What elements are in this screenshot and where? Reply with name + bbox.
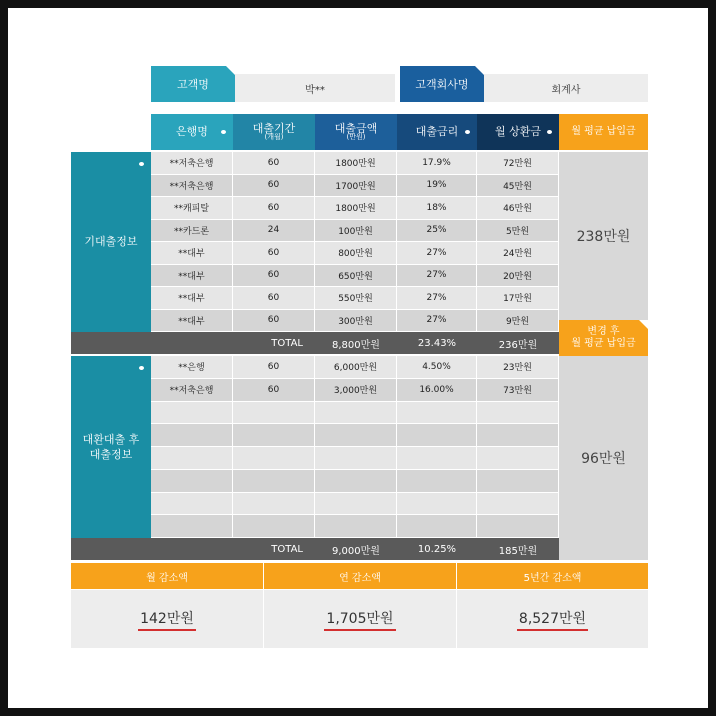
cell-monthly: 45만원 <box>477 175 558 197</box>
cell-monthly: 23만원 <box>477 356 558 378</box>
summary-monthly-reduction-label: 월 감소액 <box>71 563 263 589</box>
cell-bank <box>151 447 232 469</box>
header-loan-period: 대출기간 (개월) <box>233 114 315 150</box>
cell-amount <box>315 402 396 424</box>
cell-amount: 1800만원 <box>315 197 396 219</box>
cell-monthly <box>477 470 558 492</box>
cell-period <box>233 515 314 537</box>
cell-amount: 6,000만원 <box>315 356 396 378</box>
total-monthly-refinanced: 185만원 <box>477 538 559 560</box>
cell-rate: 4.50% <box>397 356 476 378</box>
cell-amount <box>315 470 396 492</box>
cell-period: 60 <box>233 242 314 264</box>
cell-bank <box>151 424 232 446</box>
section-refinanced-loans-label: 대환대출 후 대출정보 <box>71 356 151 538</box>
cell-amount <box>315 515 396 537</box>
bullet-icon <box>547 130 552 134</box>
cell-period: 60 <box>233 379 314 401</box>
cell-rate <box>397 447 476 469</box>
header-average-payment: 월 평균 납입금 <box>559 114 648 150</box>
total-row-existing: TOTAL <box>71 332 315 354</box>
header-loan-rate: 대출금리 <box>397 114 477 150</box>
cell-monthly <box>477 493 558 515</box>
cell-monthly: 24만원 <box>477 242 558 264</box>
cell-amount: 550만원 <box>315 287 396 309</box>
cell-rate <box>397 424 476 446</box>
summary-monthly-reduction-value: 142만원 <box>71 590 263 648</box>
header-loan-amount: 대출금액 (만원) <box>315 114 397 150</box>
cell-bank: **은행 <box>151 356 232 378</box>
cell-amount: 1700만원 <box>315 175 396 197</box>
cell-bank: **대부 <box>151 310 232 332</box>
header-bank-name: 은행명 <box>151 114 233 150</box>
total-amount-existing: 8,800만원 <box>315 332 397 354</box>
loan-comparison-sheet <box>8 8 708 708</box>
cell-rate: 27% <box>397 242 476 264</box>
total-rate-refinanced: 10.25% <box>397 538 477 560</box>
cell-amount: 800만원 <box>315 242 396 264</box>
cell-rate <box>397 402 476 424</box>
cell-period: 60 <box>233 265 314 287</box>
cell-period <box>233 493 314 515</box>
cell-bank: **대부 <box>151 242 232 264</box>
cell-rate <box>397 470 476 492</box>
bullet-icon <box>139 162 144 166</box>
cell-bank <box>151 402 232 424</box>
cell-monthly: 5만원 <box>477 220 558 242</box>
cell-monthly: 73만원 <box>477 379 558 401</box>
summary-yearly-reduction-label: 연 감소액 <box>264 563 456 589</box>
cell-period: 60 <box>233 310 314 332</box>
cell-rate: 27% <box>397 310 476 332</box>
total-row-refinanced: TOTAL <box>71 538 315 560</box>
cell-period <box>233 402 314 424</box>
cell-amount: 100만원 <box>315 220 396 242</box>
cell-period <box>233 424 314 446</box>
bullet-icon <box>221 130 226 134</box>
cell-monthly <box>477 515 558 537</box>
cell-rate <box>397 515 476 537</box>
cell-rate <box>397 493 476 515</box>
cell-bank: **저축은행 <box>151 175 232 197</box>
cell-amount <box>315 424 396 446</box>
cell-amount: 300만원 <box>315 310 396 332</box>
cell-rate: 27% <box>397 287 476 309</box>
section-existing-loans-label: 기대출정보 <box>71 152 151 332</box>
cell-amount: 3,000만원 <box>315 379 396 401</box>
summary-five-year-reduction-label: 5년간 감소액 <box>457 563 648 589</box>
average-payment-refinanced: 96만원 <box>559 356 648 560</box>
customer-name-value: 박** <box>235 74 395 102</box>
cell-period: 60 <box>233 287 314 309</box>
summary-five-year-reduction-value: 8,527만원 <box>457 590 648 648</box>
company-name-value: 회계사 <box>484 74 648 102</box>
cell-bank: **대부 <box>151 265 232 287</box>
cell-period <box>233 470 314 492</box>
cell-monthly: 20만원 <box>477 265 558 287</box>
cell-bank: **대부 <box>151 287 232 309</box>
summary-yearly-reduction-value: 1,705만원 <box>264 590 456 648</box>
cell-monthly <box>477 424 558 446</box>
cell-amount <box>315 447 396 469</box>
cell-rate: 16.00% <box>397 379 476 401</box>
bullet-icon <box>465 130 470 134</box>
cell-monthly: 17만원 <box>477 287 558 309</box>
cell-period: 24 <box>233 220 314 242</box>
header-after-average-payment: 변경 후 월 평균 납입금 <box>559 320 648 356</box>
cell-monthly: 72만원 <box>477 152 558 174</box>
cell-bank <box>151 515 232 537</box>
cell-monthly: 9만원 <box>477 310 558 332</box>
cell-rate: 19% <box>397 175 476 197</box>
cell-bank: **저축은행 <box>151 152 232 174</box>
cell-rate: 17.9% <box>397 152 476 174</box>
cell-rate: 18% <box>397 197 476 219</box>
total-amount-refinanced: 9,000만원 <box>315 538 397 560</box>
cell-bank <box>151 470 232 492</box>
cell-bank: **캐피탈 <box>151 197 232 219</box>
cell-rate: 25% <box>397 220 476 242</box>
header-monthly-payment: 월 상환금 <box>477 114 559 150</box>
cell-period: 60 <box>233 152 314 174</box>
average-payment-existing: 238만원 <box>559 152 648 320</box>
cell-amount: 1800만원 <box>315 152 396 174</box>
cell-period: 60 <box>233 356 314 378</box>
cell-monthly <box>477 447 558 469</box>
cell-rate: 27% <box>397 265 476 287</box>
cell-bank <box>151 493 232 515</box>
cell-monthly: 46만원 <box>477 197 558 219</box>
cell-bank: **저축은행 <box>151 379 232 401</box>
cell-bank: **카드론 <box>151 220 232 242</box>
cell-amount: 650만원 <box>315 265 396 287</box>
cell-period: 60 <box>233 197 314 219</box>
bullet-icon <box>139 366 144 370</box>
cell-period <box>233 447 314 469</box>
cell-amount <box>315 493 396 515</box>
total-monthly-existing: 236만원 <box>477 332 559 354</box>
cell-period: 60 <box>233 175 314 197</box>
cell-monthly <box>477 402 558 424</box>
total-rate-existing: 23.43% <box>397 332 477 354</box>
customer-name-label: 고객명 <box>151 66 235 102</box>
company-name-label: 고객회사명 <box>400 66 484 102</box>
